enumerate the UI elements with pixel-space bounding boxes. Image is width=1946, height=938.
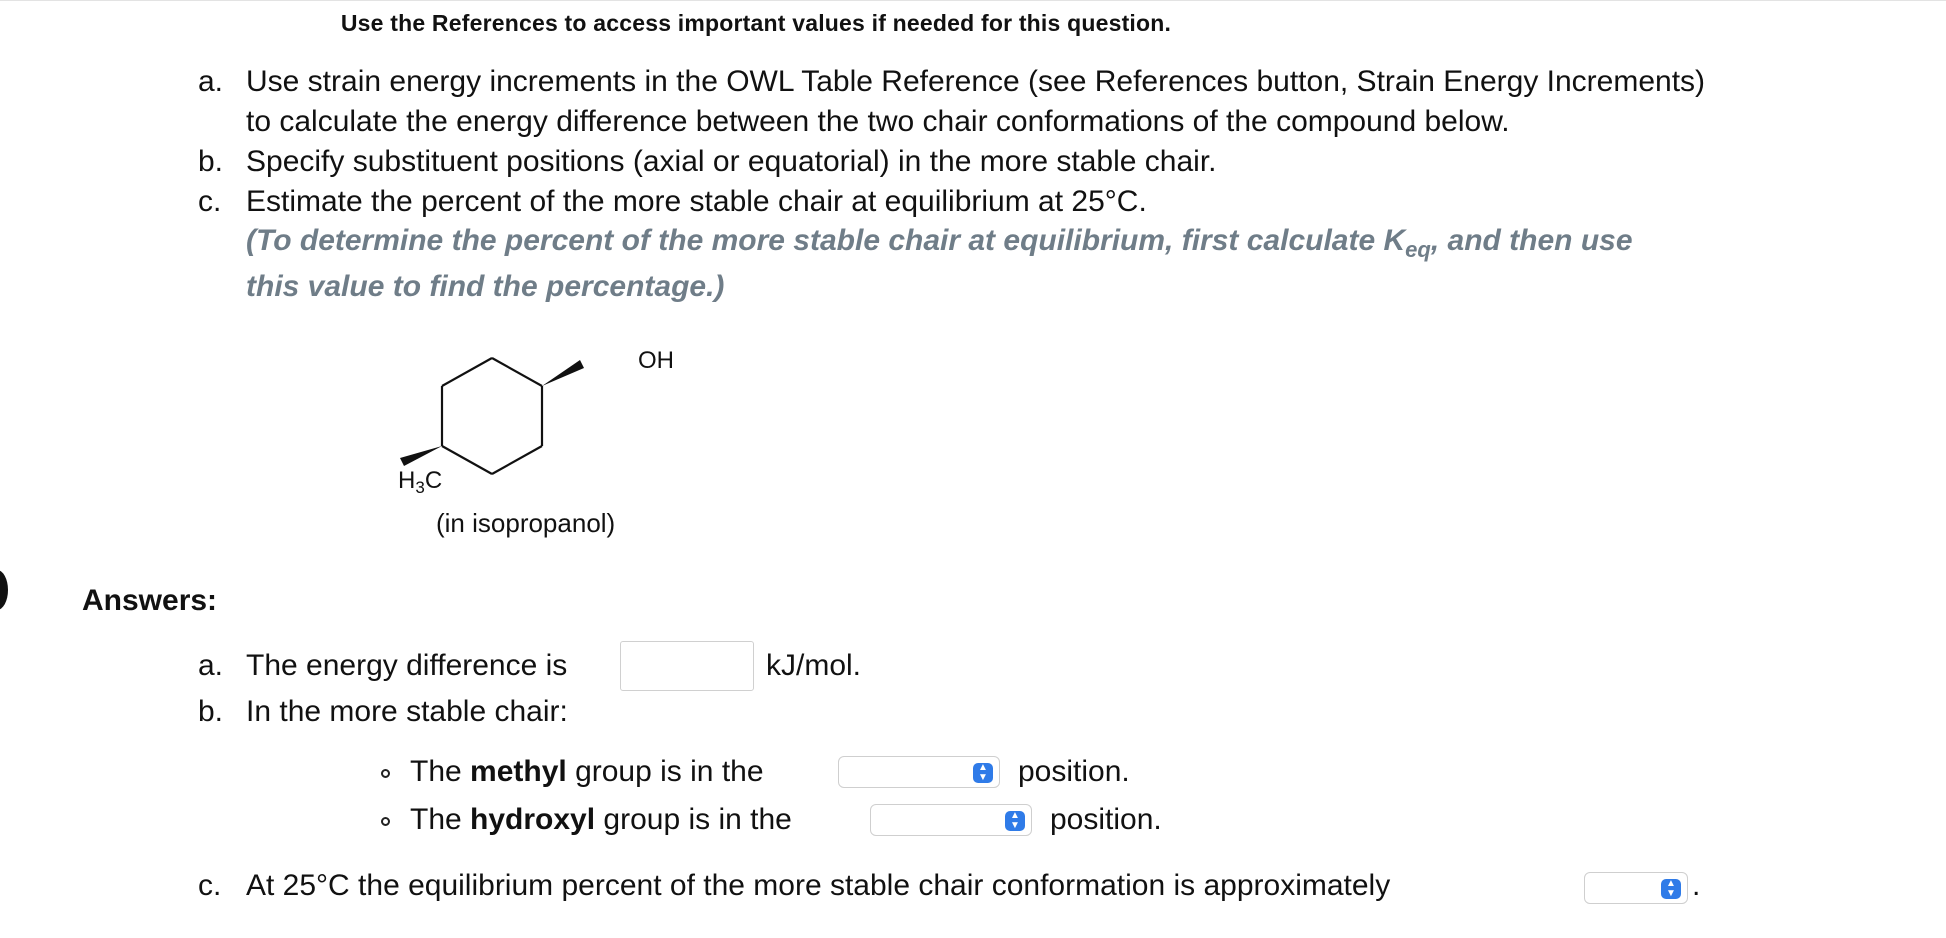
- answer-b-text: In the more stable chair:: [246, 695, 568, 728]
- hydroxyl-wedge-bond: [542, 360, 584, 386]
- solvent-caption: (in isopropanol): [436, 508, 616, 538]
- hydroxyl-prefix: The: [410, 803, 471, 836]
- methyl-wedge-bond: [400, 446, 442, 466]
- methyl-bold: methyl: [470, 755, 567, 788]
- chevron-updown-icon: ▲ ▼: [973, 763, 993, 783]
- hint-text-after: , and then use: [1430, 224, 1633, 257]
- methyl-position-select[interactable]: [838, 756, 1000, 788]
- answer-c-letter: c.: [198, 869, 222, 902]
- question-c-letter: c.: [198, 185, 222, 218]
- edge-marker: [0, 570, 8, 610]
- top-divider: [0, 0, 1946, 1]
- question-a: [0, 62, 1946, 142]
- hydroxyl-statement: [410, 800, 792, 840]
- hydroxyl-label: OH: [638, 347, 674, 374]
- hydroxyl-position-select[interactable]: [870, 804, 1032, 836]
- answer-a-text: The energy difference is: [246, 649, 568, 682]
- methyl-prefix: The: [410, 755, 471, 788]
- methyl-middle: group is in the: [566, 755, 764, 788]
- percent-select[interactable]: [1584, 872, 1688, 904]
- chevron-updown-icon: ▲ ▼: [1661, 879, 1681, 899]
- methyl-label: $H_3C$: [398, 467, 443, 497]
- question-b: [0, 142, 1946, 182]
- answers-heading: Answers:: [82, 584, 218, 617]
- answer-c-suffix: .: [1692, 869, 1701, 902]
- hydroxyl-bold: hydroxyl: [470, 803, 596, 836]
- chevron-updown-icon: ▲ ▼: [1005, 811, 1025, 831]
- hint-line2: this value to find the percentage.): [246, 270, 725, 303]
- question-b-line1: Specify substituent positions (axial or equatorial) in the more stable chair.: [246, 145, 1217, 178]
- references-notice: Use the References to access important values if needed for this question.: [340, 10, 1172, 36]
- question-c: [0, 182, 1946, 222]
- hint-subscript: eq: [1405, 237, 1431, 262]
- energy-difference-input[interactable]: [620, 641, 754, 691]
- hint-text-before: (To determine the percent of the more stable chair at equilibrium, first calculate K: [246, 224, 1406, 257]
- question-a-line1: Use strain energy increments in the OWL Table Reference (see References button, Strain Energy Increments): [246, 65, 1706, 98]
- bullet-methyl: [381, 769, 390, 778]
- bullet-hydroxyl: [381, 817, 390, 826]
- answer-a-letter: a.: [198, 649, 224, 682]
- hydroxyl-middle: group is in the: [595, 803, 792, 836]
- question-c-line1: Estimate the percent of the more stable chair at equilibrium at 25°C.: [246, 185, 1147, 218]
- question-a-letter: a.: [198, 65, 224, 98]
- methyl-statement: [410, 752, 764, 792]
- cyclohexane-ring: [442, 358, 542, 474]
- question-b-letter: b.: [198, 145, 224, 178]
- question-a-line2: to calculate the energy difference between the two chair conformations of the compound below.: [246, 105, 1510, 138]
- answer-a-unit: kJ/mol.: [766, 649, 862, 682]
- hydroxyl-suffix: position.: [1050, 803, 1162, 836]
- answer-b-letter: b.: [198, 695, 224, 728]
- answer-c-text: At 25°C the equilibrium percent of the more stable chair conformation is approximately: [246, 869, 1391, 902]
- methyl-suffix: position.: [1018, 755, 1130, 788]
